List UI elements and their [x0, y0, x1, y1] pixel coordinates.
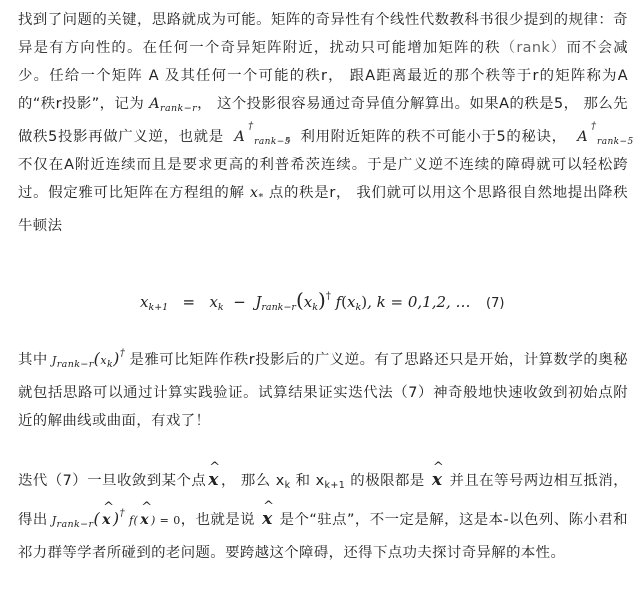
- x-hat-symbol: ^ x: [206, 466, 221, 494]
- x-hat-symbol: ^ x: [260, 505, 275, 533]
- paragraph-stationary-point: 迭代（7）一旦收敛到某个点^ x ， 那么 $x_k$ 和 $x_{k+1}$ 的极限都是 ^ x 并且在等号两边相互抵消，得出 Jrank−r(^ x )† f(^ x ) = 0，也就是说 ^ x 是个“驻点”，不一定是解，这是本-以色列、陈小君和祁力群等学者所碰到的老问题。要跨越这个障碍，还得下点功夫探讨奇异解的本性。: [18, 466, 628, 567]
- formula-x-star: $x_*$: [249, 185, 264, 203]
- text: （rank）: [500, 40, 567, 56]
- equation-number: (7): [486, 296, 505, 311]
- text: ，也就是说: [180, 512, 256, 528]
- text: 和 x: [290, 473, 325, 489]
- text: 迭代（7）一旦收敛到某个点: [18, 473, 207, 489]
- text: 是雅可比矩阵作秩r投影后的广义逆。有了思路还只是开始，计算数学的奥秘就包括思路可以通过计算实践验证。试算结果证实迭代法（7）神奇般地快速收敛到初始点附近的解曲线或曲面，有戏了！: [18, 352, 628, 429]
- text: 并且在等号两边相互抵消，得出: [18, 473, 628, 528]
- text: 其中: [18, 352, 48, 368]
- formula-a-rank5-dagger: A † rank−5: [234, 121, 291, 147]
- text: ， 这个投影很容易通过奇异值分解算出。如果A的秩是5， 那么先做秩5投影再做广义逆，也就是: [18, 96, 629, 145]
- formula-a-rank-r: $A_{rank-r}$: [149, 96, 198, 114]
- text: 点的秩是r， 我们就可以用这个思路很自然地提出降秩牛顿法: [18, 185, 628, 234]
- formula-a-rank5-dagger: A † rank−5: [577, 121, 634, 147]
- text: 的极限都是: [345, 473, 425, 489]
- text: 而不会减少。任给一个矩阵 A 及其任何一个可能的秩r， 跟A距离最近的那个秩等于r的矩阵称为A的“秩r投影”，记为: [18, 40, 628, 112]
- equation-7: [0, 282, 640, 322]
- text: 找到了问题的关键，思路就成为可能。矩阵的奇异性有个线性代数教科书很少提到的规律：奇异是有方向性的。在任何一个奇异矩阵附近，扰动只可能增加矩阵的秩: [18, 12, 628, 56]
- text: 。利用附近矩阵的秩不可能小于5的秘诀，: [285, 129, 567, 145]
- paragraph-verification: [18, 340, 628, 435]
- equation-body: $x_{k+1}$ = $x_k - J_{rank-r}(x_k)^\dagger$ $f(x_k)$, k = 0,1,2, …: [140, 288, 471, 313]
- text: 不仅在A附近连续而且是要求更高的利普希茨连续。于是广义逆不连续的障碍就可以轻松跨过。假定雅可比矩阵在方程组的解: [18, 157, 628, 201]
- x-hat-symbol: ^ x: [430, 466, 445, 494]
- formula-jacobian-dagger: Jrank−r(xk)†: [51, 348, 126, 370]
- formula-stationary: Jrank−r(^ x )† f(^ x ) = 0: [48, 514, 181, 527]
- paragraph-rank-projection: [18, 6, 634, 240]
- text: 是个“驻点”，不一定是解，这是本-以色列、陈小君和祁力群等学者所碰到的老问题。要跨越这个障碍，还得下点功夫探讨奇异解的本性。: [18, 512, 628, 561]
- text: ， 那么 x: [220, 473, 285, 489]
